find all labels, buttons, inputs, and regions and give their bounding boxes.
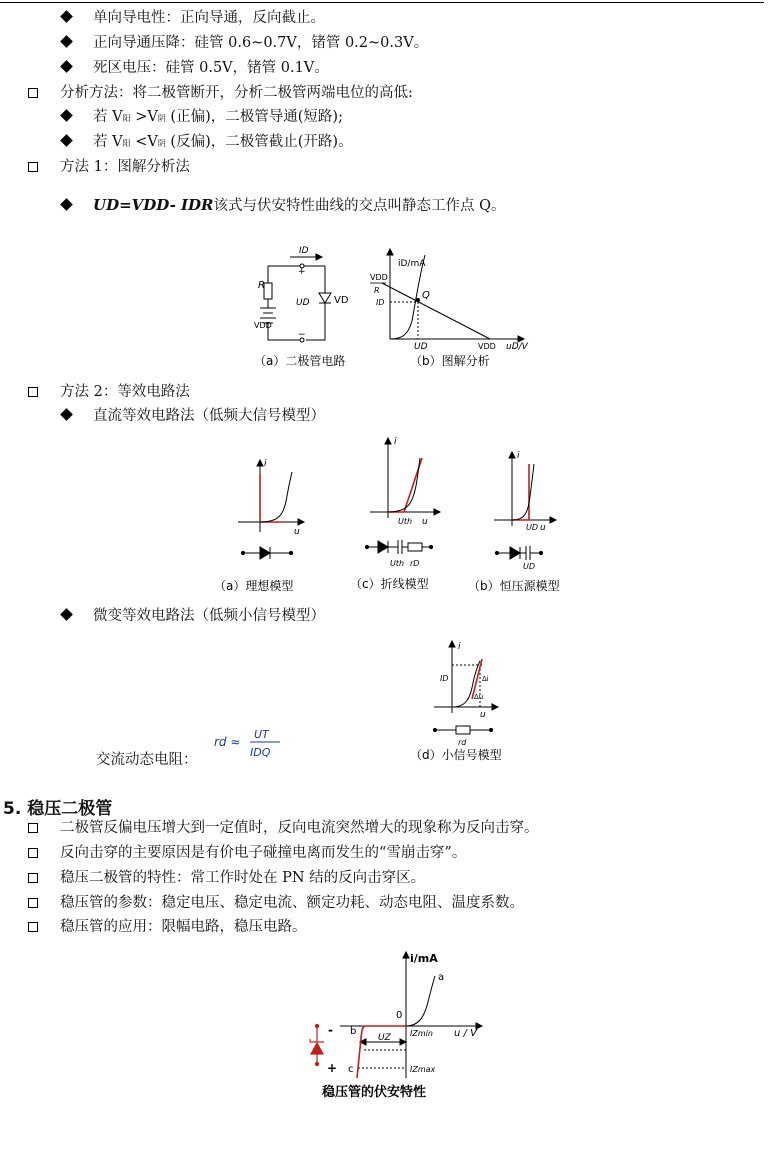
list-item (62, 8, 325, 28)
bullet-diamond-icon (60, 198, 73, 211)
list-item (28, 157, 190, 177)
label-id2: ID (376, 298, 385, 307)
label-id: ID (440, 674, 449, 683)
bullet-square-icon (28, 387, 38, 397)
item-text: 分析方法：将二极管断开，分析二极管两端电位的高低: (60, 85, 413, 101)
bullet-diamond-icon (60, 35, 73, 48)
list-item (62, 406, 325, 426)
bullet-square-icon (28, 873, 38, 883)
label-u: u (422, 517, 428, 527)
caption-zener-characteristic: 稳压管的伏安特性 (322, 1085, 427, 1100)
label-r2: R (374, 286, 380, 295)
list-item (62, 132, 353, 154)
caption-diode-circuit: （a）二极管电路 (254, 354, 346, 368)
label-i: i (517, 451, 520, 461)
label-origin: 0 (396, 1010, 403, 1021)
caption-ideal-model: （a）理想模型 (214, 579, 294, 593)
label-q: Q (422, 290, 430, 301)
label-ud2: UD (414, 342, 428, 352)
list-item (62, 195, 506, 216)
list-item (62, 107, 343, 129)
figure-dc-models (212, 436, 572, 598)
item-text: 稳压管的应用：限幅电路，稳压电路。 (60, 919, 307, 935)
label-uz: UZ (378, 1033, 391, 1043)
label-vd: VD (334, 295, 349, 306)
item-text: 直流等效电路法（低频大信号模型） (93, 408, 325, 424)
bullet-square-icon (28, 922, 38, 932)
bullet-square-icon (28, 88, 38, 98)
label-x-axis: uD/V (506, 342, 528, 352)
formula-numerator: UT (254, 728, 269, 741)
label-delta-u: Δu (474, 693, 484, 701)
item-text: 微变等效电路法（低频小信号模型） (93, 608, 325, 624)
label-ud: UD (526, 523, 539, 532)
list-item (62, 606, 325, 626)
figure-zener-characteristic (300, 946, 500, 1104)
label-c: c (348, 1064, 354, 1075)
label-b: b (350, 1026, 357, 1037)
label-id: ID (299, 246, 309, 256)
bullet-diamond-icon (60, 60, 73, 73)
label-u: u (480, 710, 486, 720)
ac-resistance-label (96, 750, 198, 770)
list-item (28, 83, 413, 103)
list-item (28, 818, 539, 838)
figure-diode-circuit (250, 243, 550, 371)
item-text: 交流动态电阻： (96, 752, 198, 768)
formula-left: rd ≈ (214, 735, 241, 749)
bullet-square-icon (28, 898, 38, 908)
label-i: i (394, 437, 397, 447)
label-plus: + (327, 1061, 338, 1075)
label-y-axis: iD/mA (398, 259, 426, 269)
item-text: 正向导通压降：硅管 0.6~0.7V，锗管 0.2~0.3V。 (93, 35, 429, 51)
list-item (62, 58, 329, 78)
item-text: 该式与伏安特性曲线的交点叫静态工作点 Q。 (213, 198, 506, 214)
item-text: 方法 2：等效电路法 (60, 384, 190, 400)
label-uth: Uth (398, 517, 413, 526)
item-text: 二极管反偏电压增大到一定值时，反向电流突然增大的现象称为反向击穿。 (60, 820, 539, 836)
label-u: u (540, 523, 546, 533)
label-vdd: VDD (254, 321, 272, 330)
bullet-square-icon (28, 162, 38, 172)
list-item (28, 382, 190, 402)
label-izmax: IZmax (410, 1065, 436, 1074)
list-item (28, 843, 466, 863)
text-part: (正偏)，二极管导通(短路); (165, 109, 343, 125)
label-y-axis: i/mA (410, 952, 438, 965)
label-rd: rd (458, 738, 467, 747)
caption-graphical-analysis: （b）图解分析 (410, 354, 490, 368)
section-heading: 5. 稳压二极管 (3, 799, 113, 819)
text-part: >V (130, 109, 158, 125)
label-izmin: IZmin (410, 1029, 433, 1038)
label-uth-2: Uth (390, 559, 405, 568)
caption-constant-voltage-model: （b）恒压源模型 (468, 579, 560, 593)
text-part: <V (130, 134, 158, 150)
label-minus: − (298, 330, 306, 340)
bullet-square-icon (28, 823, 38, 833)
list-item (62, 33, 428, 53)
label-delta-i: Δi (482, 675, 489, 683)
top-rule (0, 2, 764, 3)
item-text: 死区电压：硅管 0.5V，锗管 0.1V。 (93, 60, 329, 76)
item-text: 方法 1：图解分析法 (60, 159, 190, 175)
label-ud: UD (296, 298, 310, 308)
subscript: 阳 (122, 139, 131, 148)
label-ud-2: UD (523, 562, 536, 571)
caption-piecewise-model: （c）折线模型 (350, 577, 429, 591)
text-part: 若 V (93, 134, 123, 150)
bullet-square-icon (28, 848, 38, 858)
zener-diode-icon (310, 1024, 324, 1065)
label-u: u (294, 527, 300, 537)
list-item (28, 868, 425, 888)
label-vdd-over-r: VDD (370, 273, 388, 282)
label-i: i (458, 642, 461, 652)
equation: UD=VDD- IDR (93, 196, 214, 214)
bullet-diamond-icon (60, 109, 73, 122)
label-rd: rD (410, 559, 420, 568)
label-x-axis: u / V (454, 1028, 477, 1039)
item-text: 单向导电性：正向导通，反向截止。 (93, 10, 325, 26)
label-plus: + (298, 267, 306, 277)
formula-denominator: IDQ (250, 746, 271, 759)
item-text: 反向击穿的主要原因是有价电子碰撞电离而发生的“雪崩击穿”。 (60, 845, 467, 861)
caption-small-signal-model: （d）小信号模型 (410, 748, 502, 762)
text-part: (反偏)，二极管截止(开路)。 (165, 134, 353, 150)
subscript: 阴 (157, 139, 166, 148)
subscript: 阳 (122, 114, 131, 123)
figure-small-signal-model (410, 637, 540, 765)
subscript: 阴 (157, 114, 166, 123)
bullet-diamond-icon (60, 408, 73, 421)
formula-dynamic-resistance (214, 724, 294, 766)
item-text: 稳压二极管的特性：常工作时处在 PN 结的反向击穿区。 (60, 870, 426, 886)
bullet-diamond-icon (60, 10, 73, 23)
item-text: 稳压管的参数：稳定电压、稳定电流、额定功耗、动态电阻、温度系数。 (60, 895, 524, 911)
list-item (28, 893, 524, 913)
list-item (28, 917, 307, 937)
bullet-diamond-icon (60, 608, 73, 621)
label-vdd2: VDD (478, 342, 496, 351)
label-i: i (264, 459, 267, 469)
bullet-diamond-icon (60, 134, 73, 147)
label-a: a (438, 972, 445, 983)
label-minus: - (328, 1023, 333, 1037)
text-part: 若 V (93, 109, 123, 125)
label-r: R (258, 280, 265, 291)
